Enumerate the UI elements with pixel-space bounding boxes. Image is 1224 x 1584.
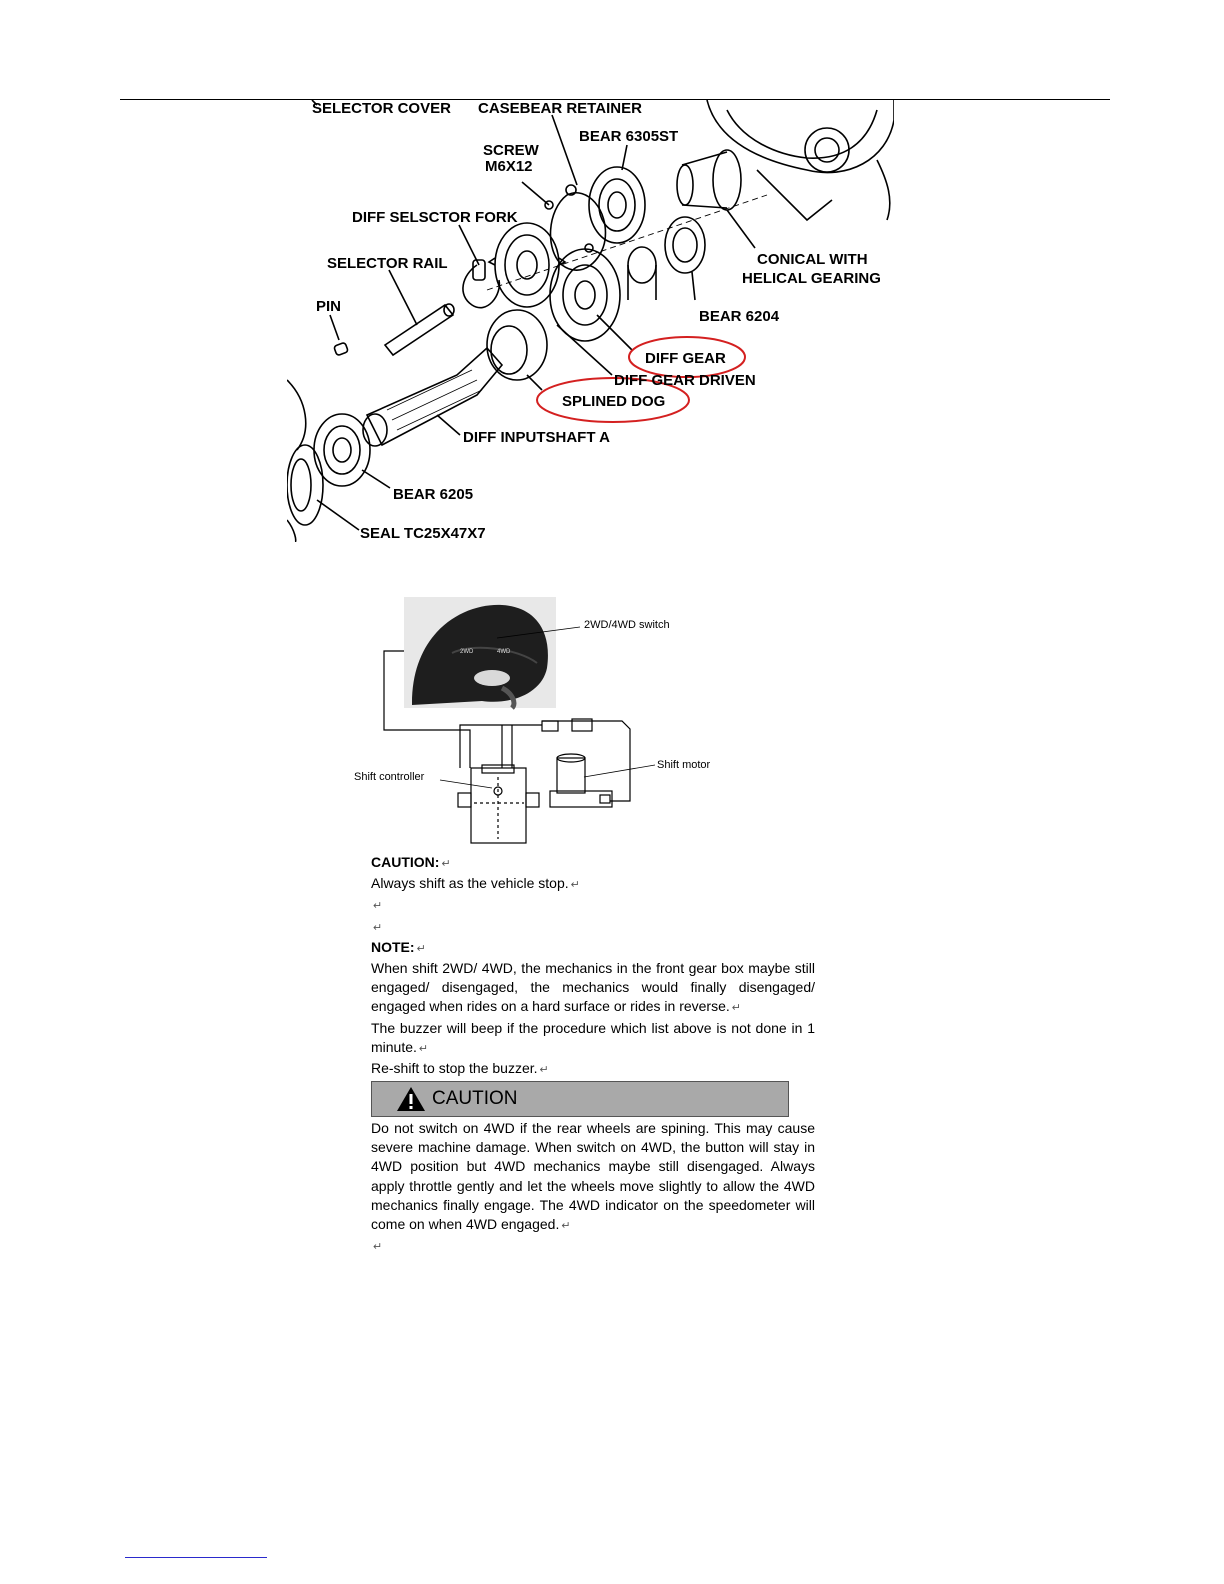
caution-note-text: CAUTION: ↵ Always shift as the vehicle stop. ↵ ↵ ↵ NOTE: ↵ When shift 2WD/ 4WD, the mechanics in the front gear box maybe still engaged/ disengaged, the mechanics would finally disengaged/ engaged when rides on a hard surface or rides in reverse. ↵ The buzzer will beep if the procedure which list above is not done in 1 minute. ↵ Re-shift to stop the buzzer. ↵	[371, 853, 815, 1101]
reshift-line: Re-shift to stop the buzzer.	[371, 1060, 538, 1077]
label-bear-6204: BEAR 6204	[699, 308, 780, 325]
mark-2wd: 2WD	[460, 649, 474, 655]
warning-text: Do not switch on 4WD if the rear wheels are spining. This may cause severe machine damage. When switch on 4WD, the button will stay in 4WD position but 4WD mechanics maybe still disengaged. Always apply throttle gently and let the wheels move slightly to allow the 4WD mechanics finally engage. The 4WD indicator on the speedometer will come on when 4WD engaged. ↵ ↵	[371, 1120, 815, 1254]
label-pin: PIN	[316, 298, 342, 315]
switch-wiring-diagram	[352, 593, 737, 850]
caution-heading: CAUTION:	[371, 854, 440, 870]
caution-line: Always shift as the vehicle stop.	[371, 875, 569, 892]
label-shift-controller: Shift controller	[354, 771, 425, 783]
label-seal: SEAL TC25X47X7	[360, 525, 486, 542]
footnote-rule	[125, 1557, 267, 1558]
mark-4wd: 4WD	[497, 649, 511, 655]
label-diff-gear-driven: DIFF GEAR DRIVEN	[614, 372, 756, 389]
label-shift-motor: Shift motor	[657, 759, 711, 771]
label-bear-6205: BEAR 6205	[393, 486, 474, 503]
label-bear-6305st: BEAR 6305ST	[579, 128, 679, 145]
warning-triangle-icon	[396, 1086, 426, 1112]
label-selector-rail: SELECTOR RAIL	[327, 255, 448, 272]
label-selector-cover: SELECTOR COVER	[312, 100, 451, 117]
note-paragraph: When shift 2WD/ 4WD, the mechanics in the front gear box maybe still engaged/ disengaged, the mechanics would finally disengaged/ engaged when rides on a hard surface or rides in reverse.	[371, 960, 815, 1015]
label-casebear-retainer: CASEBEAR RETAINER	[478, 100, 642, 117]
label-conical-2: HELICAL GEARING	[742, 270, 881, 287]
caution-banner-title: CAUTION	[432, 1088, 518, 1109]
label-screw-size: M6X12	[485, 158, 533, 175]
caution-banner	[371, 1081, 789, 1117]
buzzer-paragraph: The buzzer will beep if the procedure which list above is not done in 1 minute.	[371, 1019, 815, 1055]
label-diff-selector-fork: DIFF SELSCTOR FORK	[352, 209, 518, 226]
label-2wd-4wd-switch: 2WD/4WD switch	[584, 619, 670, 631]
label-splined-dog: SPLINED DOG	[562, 393, 666, 410]
label-screw: SCREW	[483, 142, 539, 159]
label-diff-inputshaft: DIFF INPUTSHAFT A	[463, 429, 610, 446]
note-heading: NOTE:	[371, 938, 415, 955]
warning-paragraph: Do not switch on 4WD if the rear wheels are spining. This may cause severe machine damage. When switch on 4WD, the button will stay in 4WD position but 4WD mechanics maybe still disengaged. Always apply throttle gently and let the wheels move slightly to allow the 4WD mechanics finally engage. The 4WD indicator on the speedometer will come on when 4WD engaged.	[371, 1120, 815, 1233]
exploded-gearbox-diagram	[287, 100, 894, 542]
label-diff-gear: DIFF GEAR	[645, 350, 726, 367]
label-conical-1: CONICAL WITH	[757, 251, 868, 268]
